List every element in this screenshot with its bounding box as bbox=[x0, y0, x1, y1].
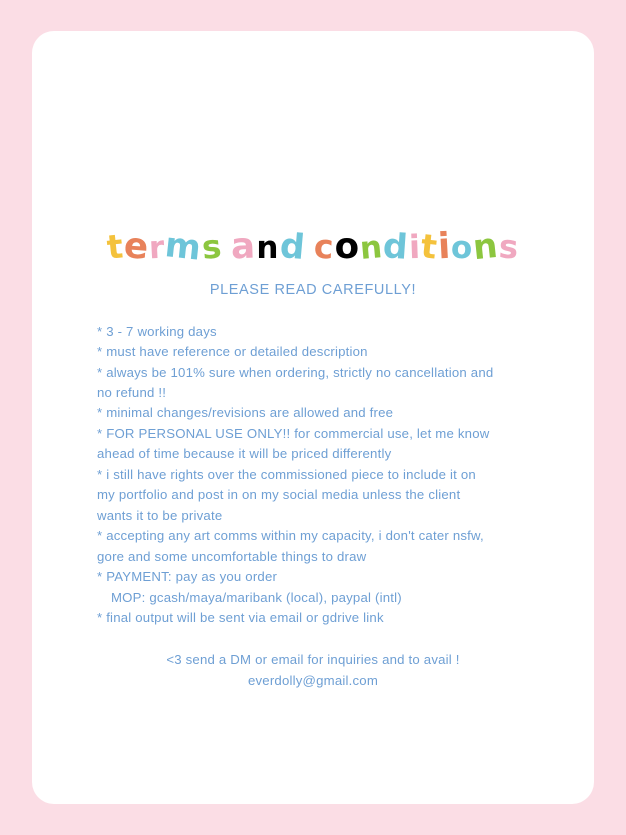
terms-line: * PAYMENT: pay as you order bbox=[97, 569, 278, 585]
terms-line: * always be 101% sure when ordering, strictly no cancellation and bbox=[97, 364, 494, 380]
terms-line: * FOR PERSONAL USE ONLY!! for commercial use, let me know bbox=[97, 425, 490, 441]
terms-line: my portfolio and post in on my social media unless the client bbox=[97, 487, 461, 503]
footer-contact bbox=[32, 650, 594, 691]
title-letter: o bbox=[450, 229, 474, 267]
terms-card bbox=[32, 31, 594, 804]
card-content bbox=[32, 31, 594, 691]
title-letter: e bbox=[122, 225, 151, 268]
title-letter: t bbox=[418, 226, 440, 267]
title-letter: n bbox=[471, 225, 501, 269]
footer-line-1: <3 send a DM or email for inquiries and to avail ! bbox=[166, 652, 460, 668]
subtitle: PLEASE READ CAREFULLY! bbox=[209, 281, 417, 298]
terms-line: ahead of time because it will be priced differently bbox=[97, 446, 392, 462]
terms-line: wants it to be private bbox=[97, 507, 223, 523]
title-letter: i bbox=[408, 227, 422, 267]
title-letter: i bbox=[436, 225, 452, 268]
title-letter: r bbox=[148, 229, 167, 267]
page-title bbox=[32, 225, 594, 269]
terms-line: gore and some uncomfortable things to draw bbox=[97, 548, 367, 564]
title-letter: c bbox=[313, 226, 336, 267]
terms-list bbox=[32, 322, 594, 629]
title-letter: s bbox=[497, 227, 521, 267]
terms-line: * accepting any art comms within my capacity, i don't cater nsfw, bbox=[97, 528, 484, 544]
title-letter: n bbox=[256, 230, 280, 266]
terms-line: MOP: gcash/maya/maribank (local), paypal (intl) bbox=[111, 589, 402, 605]
footer-line-2: everdolly@gmail.com bbox=[247, 672, 379, 688]
terms-line: * must have reference or detailed description bbox=[97, 344, 368, 360]
title-letter: s bbox=[200, 227, 224, 267]
terms-line: * minimal changes/revisions are allowed and free bbox=[97, 405, 394, 421]
terms-line: no refund !! bbox=[97, 385, 167, 400]
title-letter: d bbox=[381, 226, 411, 268]
title-letter: o bbox=[334, 226, 361, 267]
title-letter: m bbox=[163, 225, 205, 269]
title-letter: n bbox=[358, 229, 385, 267]
title-letter: a bbox=[230, 225, 258, 268]
title-letter: t bbox=[105, 226, 126, 267]
title-letter: d bbox=[277, 225, 307, 269]
terms-line: * 3 - 7 working days bbox=[97, 323, 217, 339]
terms-line: * i still have rights over the commissioned piece to include it on bbox=[97, 466, 476, 482]
terms-line: * final output will be sent via email or gdrive link bbox=[97, 609, 384, 625]
